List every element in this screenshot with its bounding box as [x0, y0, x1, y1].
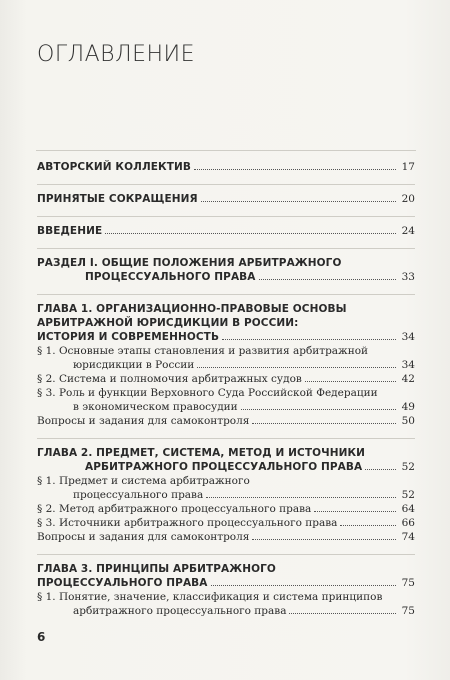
toc-page-number: 34 — [401, 331, 415, 343]
section-divider — [37, 438, 415, 439]
dot-leader — [259, 278, 396, 280]
section-divider — [37, 248, 415, 249]
toc-heading-text: ВВЕДЕНИЕ — [37, 225, 103, 237]
toc-page-number: 33 — [401, 271, 415, 283]
toc-page-number: 20 — [401, 193, 415, 205]
dot-leader — [241, 408, 396, 410]
dot-leader — [289, 612, 396, 614]
dot-leader — [201, 200, 396, 202]
toc-entry[interactable] — [37, 302, 415, 344]
toc-page-number: 75 — [401, 577, 415, 589]
section-divider — [37, 184, 415, 185]
section-divider — [37, 294, 415, 295]
toc-item-text: юрисдикции в России — [73, 359, 195, 371]
dot-leader — [105, 232, 396, 234]
page-number: 6 — [37, 630, 46, 644]
toc-entry[interactable] — [37, 372, 415, 386]
toc-item-text: § 3. Источники арбитражного процессуального права — [37, 517, 338, 529]
table-of-contents — [37, 160, 415, 618]
toc-entry[interactable] — [37, 224, 415, 238]
toc-item-text: § 3. Роль и функции Верховного Суда Российской Федерации — [37, 387, 378, 399]
toc-entry[interactable] — [37, 446, 415, 474]
dot-leader — [206, 496, 396, 498]
toc-entry[interactable] — [37, 344, 415, 372]
toc-entry[interactable] — [37, 474, 415, 502]
toc-entry[interactable] — [37, 516, 415, 530]
toc-page-number: 64 — [401, 503, 415, 515]
toc-heading-text: ПРОЦЕССУАЛЬНОГО ПРАВА — [85, 271, 256, 283]
toc-item-text: § 2. Метод арбитражного процессуального права — [37, 503, 312, 515]
toc-heading-text: ПРИНЯТЫЕ СОКРАЩЕНИЯ — [37, 193, 198, 205]
toc-page-number: 52 — [401, 489, 415, 501]
toc-heading-text: ГЛАВА 2. ПРЕДМЕТ, СИСТЕМА, МЕТОД И ИСТОЧНИКИ — [37, 447, 366, 459]
toc-heading-text: АРБИТРАЖНОГО ПРОЦЕССУАЛЬНОГО ПРАВА — [85, 461, 363, 473]
dot-leader — [252, 538, 396, 540]
toc-item-text: арбитражного процессуального права — [73, 605, 287, 617]
toc-heading-text: ИСТОРИЯ И СОВРЕМЕННОСТЬ — [37, 331, 220, 343]
toc-entry[interactable] — [37, 502, 415, 516]
toc-entry[interactable] — [37, 530, 415, 544]
toc-page-number: 34 — [401, 359, 415, 371]
toc-item-text: Вопросы и задания для самоконтроля — [37, 415, 250, 427]
toc-page-number: 42 — [401, 373, 415, 385]
toc-item-text: § 1. Основные этапы становления и развития арбитражной — [37, 345, 369, 357]
toc-entry[interactable] — [37, 256, 415, 284]
toc-page-number: 49 — [401, 401, 415, 413]
toc-heading-text: АВТОРСКИЙ КОЛЛЕКТИВ — [37, 161, 191, 173]
toc-item-text: § 1. Понятие, значение, классификация и система принципов — [37, 591, 383, 603]
toc-item-text: процессуального права — [73, 489, 204, 501]
dot-leader — [222, 338, 396, 340]
toc-item-text: § 1. Предмет и система арбитражного — [37, 475, 250, 487]
toc-heading-text: ГЛАВА 1. ОРГАНИЗАЦИОННО-ПРАВОВЫЕ ОСНОВЫ — [37, 303, 347, 315]
toc-page-number: 50 — [401, 415, 415, 427]
section-divider — [37, 216, 415, 217]
dot-leader — [365, 468, 396, 470]
toc-page-number: 66 — [401, 517, 415, 529]
toc-entry[interactable] — [37, 160, 415, 174]
dot-leader — [197, 366, 396, 368]
dot-leader — [194, 168, 396, 170]
dot-leader — [305, 380, 396, 382]
toc-item-text: § 2. Система и полномочия арбитражных судов — [37, 373, 302, 385]
section-divider — [37, 554, 415, 555]
dot-leader — [314, 510, 396, 512]
toc-page-number: 24 — [401, 225, 415, 237]
toc-page-number: 75 — [401, 605, 415, 617]
toc-entry[interactable] — [37, 386, 415, 414]
toc-page-number: 74 — [401, 531, 415, 543]
toc-heading-text: АРБИТРАЖНОЙ ЮРИСДИКЦИИ В РОССИИ: — [37, 317, 299, 329]
toc-heading-text: ГЛАВА 3. ПРИНЦИПЫ АРБИТРАЖНОГО — [37, 563, 276, 575]
toc-entry[interactable] — [37, 590, 415, 618]
toc-item-text: Вопросы и задания для самоконтроля — [37, 531, 250, 543]
toc-entry[interactable] — [37, 414, 415, 428]
toc-entry[interactable] — [37, 192, 415, 206]
toc-item-text: в экономическом правосудии — [73, 401, 238, 413]
toc-heading-text: РАЗДЕЛ I. ОБЩИЕ ПОЛОЖЕНИЯ АРБИТРАЖНОГО — [37, 257, 342, 269]
dot-leader — [340, 524, 396, 526]
toc-entry[interactable] — [37, 562, 415, 590]
dot-leader — [252, 422, 396, 424]
toc-page-number: 52 — [401, 461, 415, 473]
toc-heading-text: ПРОЦЕССУАЛЬНОГО ПРАВА — [37, 577, 208, 589]
divider — [36, 150, 416, 151]
page-title: ОГЛАВЛЕНИЕ — [37, 42, 196, 67]
dot-leader — [211, 584, 396, 586]
toc-page-number: 17 — [401, 161, 415, 173]
